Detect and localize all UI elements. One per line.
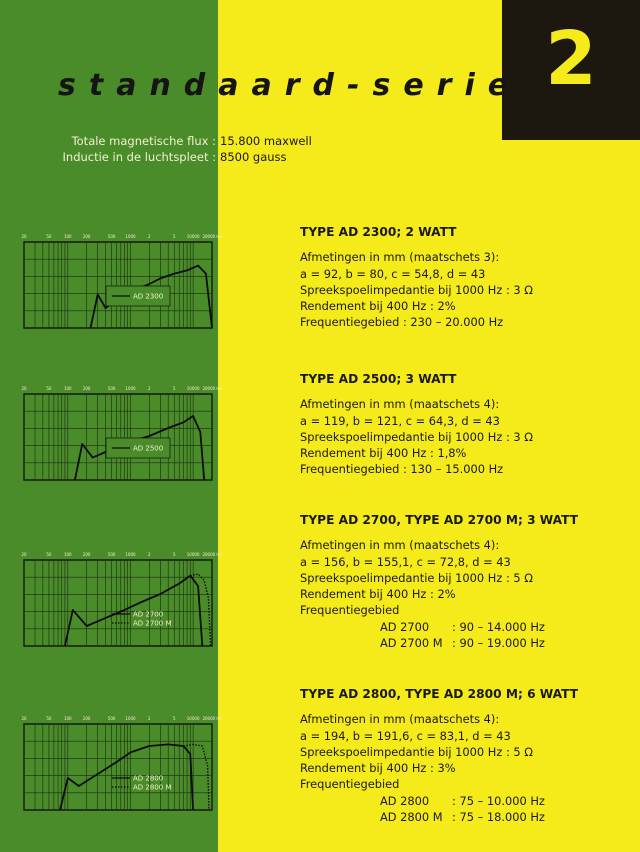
type-heading: TYPE AD 2700, TYPE AD 2700 M; 3 WATT [300, 513, 579, 527]
efficiency: Rendement bij 400 Hz : 2% [300, 587, 456, 602]
dims-label: Afmetingen in mm (maatschets 4): [300, 712, 500, 727]
type-block-ad2300 [300, 224, 533, 331]
type-block-ad2500 [300, 371, 533, 478]
tick-label: 2 [148, 552, 151, 557]
tick-label: 100 [63, 234, 72, 239]
type-heading: TYPE AD 2800, TYPE AD 2800 M; 6 WATT [300, 687, 579, 701]
chart-frame [24, 394, 212, 480]
tick-label: 200 [82, 234, 91, 239]
tick-label: 1000 [125, 386, 136, 391]
chart-frame [24, 242, 212, 328]
frequency-range: Frequentiegebied : 230 – 20.000 Hz [300, 315, 504, 330]
sub-range-row [300, 635, 578, 651]
impedance: Spreekspoelimpedantie bij 1000 Hz : 3 Ω [300, 429, 533, 444]
tick-label: 20000 Hz [202, 552, 222, 557]
sub-range-row [300, 619, 578, 635]
tick-label: 50 [46, 716, 52, 721]
legend-label: AD 2800 [133, 774, 164, 783]
sub-model: AD 2800 M [380, 810, 443, 825]
induction-label-text: Inductie in de luchtspleet : [62, 150, 216, 164]
series-line [60, 744, 193, 810]
type-block-ad2700 [300, 512, 578, 651]
impedance: Spreekspoelimpedantie bij 1000 Hz : 5 Ω [300, 570, 533, 585]
tick-label: 200 [82, 386, 91, 391]
tick-label: 1000 [125, 552, 136, 557]
tick-label: 20 [21, 386, 27, 391]
frequency-range: Frequentiegebied : 130 – 15.000 Hz [300, 462, 504, 477]
tick-label: 50 [46, 386, 52, 391]
series-number: 2 [545, 16, 597, 102]
sub-range: : 90 – 19.000 Hz [452, 636, 545, 651]
tick-label: 50 [46, 234, 52, 239]
tick-label: 500 [107, 234, 116, 239]
tick-label: 5 [172, 716, 176, 721]
page-title: standaard-serie [58, 68, 522, 103]
legend-label: AD 2500 [133, 444, 164, 453]
flux-value: 15.800 maxwell [220, 134, 312, 148]
tick-label: 1000 [125, 234, 136, 239]
tick-label: 500 [107, 386, 116, 391]
sub-model: AD 2700 M [380, 636, 443, 651]
tick-label: 200 [82, 552, 91, 557]
flux-label-text: Totale magnetische flux : [71, 134, 216, 148]
sub-range: : 75 – 18.000 Hz [452, 810, 545, 825]
sub-range-row [300, 809, 578, 825]
tick-label: 100 [63, 716, 72, 721]
sub-model: AD 2700 [380, 619, 430, 634]
tick-label: 2 [148, 716, 151, 721]
tick-label: 20 [21, 552, 27, 557]
tick-label: 5 [172, 386, 176, 391]
induction-value: 8500 gauss [220, 150, 287, 164]
dims-label: Afmetingen in mm (maatschets 4): [300, 538, 500, 553]
type-block-ad2800 [300, 686, 578, 825]
tick-label: 200 [82, 716, 91, 721]
tick-label: 10000 [186, 234, 200, 239]
type-heading: TYPE AD 2300; 2 WATT [300, 225, 457, 239]
tick-label: 500 [107, 552, 116, 557]
frequency-range-label: Frequentiegebied [300, 603, 400, 618]
efficiency: Rendement bij 400 Hz : 1,8% [300, 446, 467, 461]
dims-label: Afmetingen in mm (maatschets 4): [300, 397, 500, 412]
impedance: Spreekspoelimpedantie bij 1000 Hz : 5 Ω [300, 744, 533, 759]
legend-label: AD 2300 [133, 292, 164, 301]
chart-frame [24, 560, 212, 646]
tick-label: 5 [172, 552, 176, 557]
tick-label: 20 [21, 716, 27, 721]
chart-ad2300 [12, 224, 222, 334]
tick-label: 20 [21, 234, 27, 239]
tick-label: 20000 Hz [202, 234, 222, 239]
tick-label: 1000 [125, 716, 136, 721]
dims: a = 92, b = 80, c = 54,8, d = 43 [300, 266, 486, 281]
impedance: Spreekspoelimpedantie bij 1000 Hz : 3 Ω [300, 282, 533, 297]
dims: a = 156, b = 155,1, c = 72,8, d = 43 [300, 554, 511, 569]
tick-label: 10000 [186, 552, 200, 557]
tick-label: 50 [46, 552, 52, 557]
sub-range: : 75 – 10.000 Hz [452, 793, 545, 808]
tick-label: 100 [63, 386, 72, 391]
dims: a = 194, b = 191,6, c = 83,1, d = 43 [300, 728, 511, 743]
dims-label: Afmetingen in mm (maatschets 3): [300, 250, 500, 265]
legend-label: AD 2700 [133, 610, 164, 619]
legend-label: AD 2800 M [133, 783, 172, 792]
chart-ad2800 [12, 706, 222, 816]
tick-label: 2 [148, 386, 151, 391]
legend-label: AD 2700 M [133, 619, 172, 628]
tick-label: 10000 [186, 386, 200, 391]
frequency-range-label: Frequentiegebied [300, 777, 400, 792]
tick-label: 500 [107, 716, 116, 721]
tick-label: 10000 [186, 716, 200, 721]
efficiency: Rendement bij 400 Hz : 3% [300, 761, 456, 776]
chart-ad2500 [12, 376, 222, 486]
sub-range: : 90 – 14.000 Hz [452, 619, 545, 634]
tick-label: 2 [148, 234, 151, 239]
tick-label: 5 [172, 234, 176, 239]
type-heading: TYPE AD 2500; 3 WATT [300, 372, 457, 386]
dims: a = 119, b = 121, c = 64,3, d = 43 [300, 413, 500, 428]
sub-range-row [300, 793, 578, 809]
tick-label: 20000 Hz [202, 386, 222, 391]
chart-ad2700 [12, 542, 222, 652]
efficiency: Rendement bij 400 Hz : 2% [300, 299, 456, 314]
tick-label: 100 [63, 552, 72, 557]
chart-frame [24, 724, 212, 810]
sub-model: AD 2800 [380, 793, 430, 808]
tick-label: 20000 Hz [202, 716, 222, 721]
